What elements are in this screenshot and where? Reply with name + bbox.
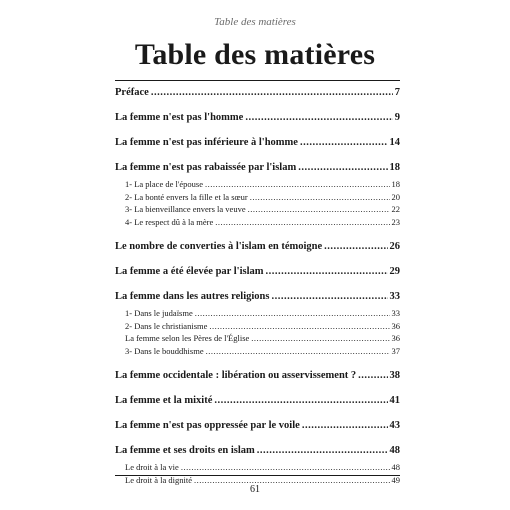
- toc-subentry[interactable]: [115, 320, 400, 333]
- spacer: [115, 99, 400, 111]
- subentry-page-number: 22: [391, 204, 400, 214]
- toc-subentry[interactable]: [115, 178, 400, 191]
- chapter-page-number: 43: [389, 420, 400, 431]
- toc-chapter-entry[interactable]: [115, 369, 400, 382]
- subentry-title: 1- Dans le judaïsme: [125, 308, 193, 318]
- chapter-title: La femme n'est pas rabaissée par l'islam: [115, 162, 297, 173]
- spacer: [115, 278, 400, 290]
- dot-leader: [215, 216, 389, 229]
- page-title: Table des matières: [134, 38, 376, 71]
- dot-leader: [324, 240, 387, 253]
- subentry-title: Le droit à la vie: [125, 462, 179, 472]
- page-number: 61: [250, 484, 260, 495]
- running-head: Table des matières: [214, 16, 296, 28]
- spacer: [115, 407, 400, 419]
- toc-chapter-entry[interactable]: [115, 290, 400, 303]
- subentry-title: Le droit à la dignité: [125, 474, 193, 485]
- toc-chapter-entry[interactable]: [115, 240, 400, 253]
- subentry-title: 4- Le respect dû à la mère: [125, 216, 214, 227]
- subentry-title: 2- La bonté envers la fille et la sœur: [125, 191, 248, 202]
- dot-leader: [209, 320, 389, 333]
- bottom-rule: [115, 475, 400, 476]
- dot-leader: [248, 203, 390, 216]
- subentry-page-number: 33: [391, 308, 400, 318]
- toc-subentry[interactable]: [115, 345, 400, 358]
- spacer: [115, 432, 400, 444]
- chapter-title: Préface: [115, 87, 149, 98]
- toc-chapter-entry[interactable]: [115, 111, 400, 124]
- subentry-page-number: 20: [391, 191, 400, 202]
- toc-subentry[interactable]: [115, 203, 400, 216]
- chapter-title: La femme n'est pas l'homme: [115, 112, 244, 123]
- spacer: [115, 253, 400, 265]
- chapter-page-number: 14: [389, 137, 400, 148]
- subentry-page-number: 48: [391, 462, 400, 472]
- dot-leader: [214, 394, 387, 407]
- chapter-title: La femme et ses droits en islam: [115, 445, 255, 456]
- toc-subentry[interactable]: [115, 461, 400, 474]
- spacer: [115, 228, 400, 240]
- spacer: [115, 382, 400, 394]
- subentry-page-number: 37: [391, 345, 400, 356]
- dot-leader: [251, 332, 389, 345]
- subentry-page-number: 36: [391, 320, 400, 331]
- dot-leader: [205, 178, 390, 191]
- dot-leader: [266, 265, 388, 278]
- dot-leader: [298, 161, 387, 174]
- dot-leader: [181, 461, 390, 474]
- toc-chapter-entry[interactable]: [115, 265, 400, 278]
- chapter-title: La femme dans les autres religions: [115, 291, 270, 302]
- subentry-title: La femme selon les Pères de l'Église: [125, 333, 250, 343]
- toc-chapter-entry[interactable]: [115, 444, 400, 457]
- dot-leader: [300, 136, 388, 149]
- dot-leader: [302, 419, 388, 432]
- chapter-title: La femme occidentale : libération ou asservissement ?: [115, 370, 357, 381]
- toc-chapter-entry[interactable]: [115, 394, 400, 407]
- table-of-contents: [115, 86, 400, 486]
- chapter-title: La femme n'est pas oppressée par le voile: [115, 420, 300, 431]
- dot-leader: [250, 191, 390, 204]
- dot-leader: [257, 444, 388, 457]
- subentry-title: 1- La place de l'épouse: [125, 179, 203, 189]
- chapter-title: La femme a été élevée par l'islam: [115, 266, 264, 277]
- chapter-page-number: 33: [389, 291, 400, 302]
- top-rule: [115, 80, 400, 81]
- dot-leader: [151, 86, 393, 99]
- chapter-page-number: 7: [394, 87, 400, 98]
- chapter-title: Le nombre de converties à l'islam en témoigne: [115, 241, 323, 252]
- toc-chapter-entry[interactable]: [115, 419, 400, 432]
- chapter-page-number: 29: [389, 266, 400, 277]
- dot-leader: [195, 307, 390, 320]
- chapter-page-number: 48: [389, 445, 400, 456]
- subentry-title: 3- La bienveillance envers la veuve: [125, 204, 246, 214]
- toc-subentry[interactable]: [115, 307, 400, 320]
- toc-subentry[interactable]: [115, 216, 400, 229]
- dot-leader: [271, 290, 387, 303]
- subentry-title: 3- Dans le bouddhisme: [125, 345, 204, 356]
- subentry-page-number: 49: [391, 474, 400, 485]
- toc-chapter-entry[interactable]: [115, 161, 400, 174]
- chapter-page-number: 18: [389, 162, 400, 173]
- spacer: [115, 357, 400, 369]
- subentry-title: 2- Dans le christianisme: [125, 320, 208, 331]
- dot-leader: [245, 111, 392, 124]
- subentry-page-number: 18: [391, 179, 400, 189]
- toc-subentry[interactable]: [115, 191, 400, 204]
- spacer: [115, 124, 400, 136]
- chapter-page-number: 41: [389, 395, 400, 406]
- chapter-title: La femme n'est pas inférieure à l'homme: [115, 137, 298, 148]
- spacer: [115, 149, 400, 161]
- chapter-page-number: 9: [394, 112, 400, 123]
- dot-leader: [206, 345, 390, 358]
- chapter-title: La femme et la mixité: [115, 395, 213, 406]
- toc-chapter-entry[interactable]: [115, 86, 400, 99]
- subentry-page-number: 23: [391, 216, 400, 227]
- toc-subentry[interactable]: [115, 332, 400, 345]
- chapter-page-number: 26: [389, 241, 400, 252]
- toc-chapter-entry[interactable]: [115, 136, 400, 149]
- subentry-page-number: 36: [391, 333, 400, 343]
- chapter-page-number: 38: [389, 370, 400, 381]
- dot-leader: [358, 369, 387, 382]
